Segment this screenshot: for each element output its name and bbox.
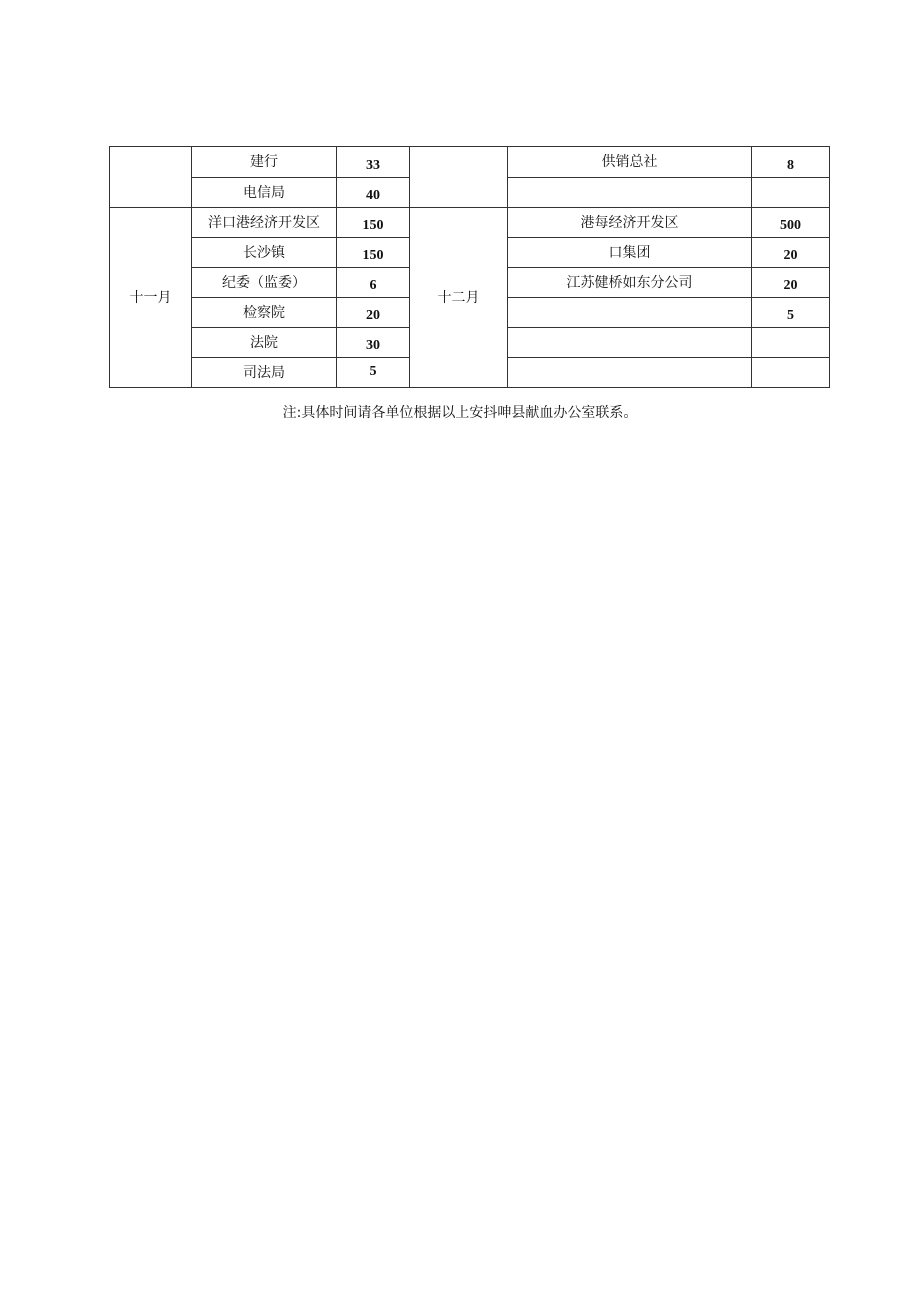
unit-cell: 电信局 (192, 178, 337, 208)
unit-cell (508, 328, 752, 358)
unit-cell: 洋口港经济开发区 (192, 208, 337, 238)
unit-cell: 检察院 (192, 298, 337, 328)
unit-cell: 纪委（监委） (192, 268, 337, 298)
table-row (110, 147, 830, 178)
unit-cell (508, 358, 752, 388)
unit-cell: 司法局 (192, 358, 337, 388)
month-cell: 十二月 (410, 208, 508, 388)
table-row (110, 208, 830, 238)
count-cell: 33 (337, 147, 410, 178)
footnote: 注:具体时间请各单位根据以上安抖呻县献血办公室联系。 (282, 405, 638, 421)
count-cell: 20 (752, 238, 830, 268)
count-cell (752, 358, 830, 388)
unit-cell: 法院 (192, 328, 337, 358)
count-cell: 6 (337, 268, 410, 298)
count-cell: 5 (337, 358, 410, 388)
count-cell: 5 (752, 298, 830, 328)
unit-cell: 长沙镇 (192, 238, 337, 268)
unit-cell: 供销总社 (508, 147, 752, 178)
unit-cell (508, 178, 752, 208)
unit-cell: 口集团 (508, 238, 752, 268)
blood-donation-schedule-table (109, 146, 830, 388)
month-cell: 十一月 (110, 208, 192, 388)
unit-cell: 建行 (192, 147, 337, 178)
count-cell (752, 328, 830, 358)
month-cell (110, 147, 192, 208)
count-cell: 8 (752, 147, 830, 178)
count-cell: 150 (337, 208, 410, 238)
count-cell: 30 (337, 328, 410, 358)
count-cell: 500 (752, 208, 830, 238)
unit-cell: 江苏健桥如东分公司 (508, 268, 752, 298)
count-cell (752, 178, 830, 208)
unit-cell: 港每经济开发区 (508, 208, 752, 238)
count-cell: 40 (337, 178, 410, 208)
unit-cell (508, 298, 752, 328)
count-cell: 20 (337, 298, 410, 328)
month-cell (410, 147, 508, 208)
count-cell: 20 (752, 268, 830, 298)
count-cell: 150 (337, 238, 410, 268)
